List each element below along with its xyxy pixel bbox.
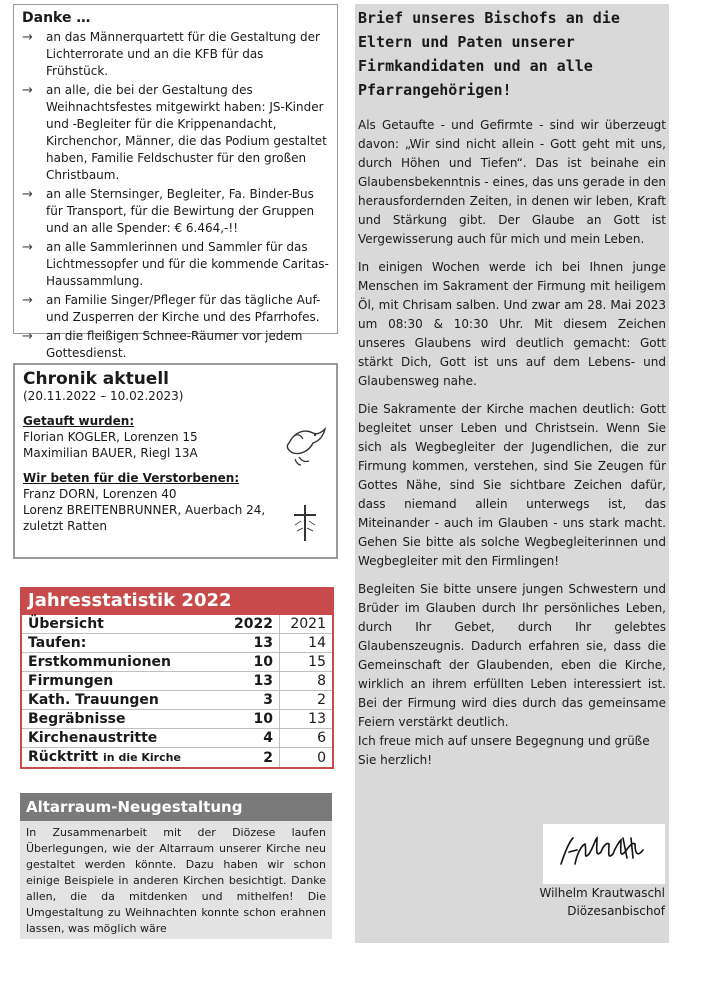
danke-item-text: an alle Sternsinger, Begleiter, Fa. Binder-Bus für Transport, für die Bewirtung der Gruppen und an alle Spender: € 6.464,-!!: [46, 187, 315, 235]
stats-value-2022: 10: [207, 710, 280, 729]
stats-value-2021: 8: [280, 672, 334, 691]
arrow-icon: →: [22, 83, 33, 98]
deceased-entry: Franz DORN, Lorenzen 40: [23, 487, 177, 501]
danke-item-text: an Familie Singer/Pfleger für das tägliche Auf- und Zusperren der Kirche und des Pfarrhofes.: [46, 293, 321, 324]
arrow-icon: →: [22, 293, 33, 308]
danke-item-text: an das Männerquartett für die Gestaltung der Lichterrorate und an die KFB für das Frühstück.: [46, 30, 320, 78]
stats-header-2022: 2022: [207, 615, 280, 634]
stats-value-2021: 14: [280, 634, 334, 653]
stats-value-2021: 15: [280, 653, 334, 672]
arrow-icon: →: [22, 240, 33, 255]
danke-item-text: an alle Sammlerinnen und Sammler für das Lichtmessopfer und für die kommende Caritas-Haussammlung.: [46, 240, 329, 288]
stats-row-label: Begräbnisse: [21, 710, 207, 729]
danke-item-text: an alle, die bei der Gestaltung des Weihnachtsfestes mitgewirkt haben: JS-Kinder und -Begleiter für die Krippenandacht, Kirchenchor, Männer, die das Podium gestaltet haben, Familie Feldschuster für den großen Christbaum.: [46, 83, 327, 182]
brief-paragraph: Begleiten Sie bitte unsere jungen Schwestern und Brüder im Glauben durch Ihr persönliches Leben, durch Ihr Gebet, durch Ihr gelebtes Glaubenszeugnis. Dadurch erfahren sie, dass die Gemeinschaft der Glaubenden, eben die Kirche, wirklich an ihrem erfüllten Leben interessiert ist. Bei der Firmung wird dies durch das gemeinsame Feiern verstärkt deutlich.: [358, 582, 666, 729]
stats-value-2022: 4: [207, 729, 280, 748]
stats-value-2022: 3: [207, 691, 280, 710]
altar-text: In Zusammenarbeit mit der Diözese laufen Überlegungen, wie der Altarraum unserer Kirche neu gestaltet werden könnte. Dazu haben wir schon einige Beispiele in anderen Kirchen besichtigt. Danke allen, die da mitdenken und mithelfen! Die Umgestaltung zu Weihnachten konnte schon erahnen lassen, was möglich wäre: [20, 821, 332, 939]
stats-header-row: [21, 615, 333, 634]
danke-item: [22, 186, 329, 237]
stats-row-label-small: in die Kirche: [103, 751, 181, 764]
altar-title: Altarraum-Neugestaltung: [20, 793, 332, 821]
table-row: [21, 748, 333, 769]
chronik-period: (20.11.2022 – 10.02.2023): [23, 389, 184, 403]
arrow-icon: →: [22, 187, 33, 202]
stats-row-label: Erstkommunionen: [21, 653, 207, 672]
chronik-title: Chronik aktuell: [23, 369, 169, 389]
stats-value-2021: 2: [280, 691, 334, 710]
danke-item: [22, 29, 329, 80]
brief-box: [355, 4, 669, 943]
table-row: [21, 710, 333, 729]
brief-closing: Ich freue mich auf unsere Begegnung und grüße Sie herzlich!: [358, 734, 650, 767]
arrow-icon: →: [22, 329, 33, 344]
danke-item: [22, 328, 329, 362]
signature-icon: [543, 824, 665, 884]
brief-paragraph: Als Getaufte - und Gefirmte - sind wir überzeugt davon: „Wir sind nicht allein - Gott geht mit uns, durch Höhen und Tiefen“. Das ist beinahe ein Glaubensbekenntnis - eines, das uns gerade in den herausfordernden Zeiten, in denen wir leben, Kraft und Stärkung gibt. Der Glaube an Gott ist Vergewisserung auch für mich und mein Leben.: [358, 118, 666, 246]
brief-title: Brief unseres Bischofs an die Eltern und Paten unserer Firmkandidaten und an alle Pfarrangehörigen!: [358, 9, 620, 99]
signature-box: [543, 824, 665, 884]
stats-row-label: Taufen:: [21, 634, 207, 653]
stats-value-2022: 10: [207, 653, 280, 672]
baptized-entry: Maximilian BAUER, Riegl 13A: [23, 446, 198, 460]
danke-item-text: an die fleißigen Schnee-Räumer vor jedem Gottesdienst.: [46, 329, 303, 360]
stats-row-label: Firmungen: [21, 672, 207, 691]
danke-title: Danke …: [22, 10, 91, 26]
stats-box: [20, 587, 334, 769]
signature-caption: [539, 884, 665, 920]
table-row: [21, 634, 333, 653]
danke-list: [22, 29, 329, 362]
stats-value-2021: 0: [280, 748, 334, 769]
brief-paragraph: Die Sakramente der Kirche machen deutlich: Gott begleitet unser Leben und Christsein. Wenn Sie sich als Wegbegleiter der Jugendlichen, die zur Firmung kommen, verstehen, sind Sie Zeugen für Gottes Nähe, sind Sie sichtbare Zeichen dafür, dass niemand allein unterwegs ist, das Miteinander - auch im Glauben - uns stark macht. Gehen Sie bitte als solche Wegbegleiterinnen und Wegbegleiter mit den Firmlingen!: [358, 402, 666, 568]
altar-box: [20, 793, 332, 939]
stats-row-label: [21, 748, 207, 769]
stats-value-2022: 13: [207, 672, 280, 691]
stats-value-2022: 13: [207, 634, 280, 653]
deceased-entry: zuletzt Ratten: [23, 519, 107, 533]
table-row: [21, 653, 333, 672]
stats-header-2021: 2021: [280, 615, 334, 634]
stats-row-label: Kath. Trauungen: [21, 691, 207, 710]
stats-title: Jahresstatistik 2022: [20, 587, 334, 615]
danke-item: [22, 292, 329, 326]
dove-icon: [279, 423, 329, 469]
stats-row-label: Kirchenaustritte: [21, 729, 207, 748]
table-row: [21, 672, 333, 691]
signature-name: Wilhelm Krautwaschl: [539, 886, 665, 900]
danke-item: [22, 239, 329, 290]
stats-value-2022: 2: [207, 748, 280, 769]
baptized-entry: Florian KOGLER, Lorenzen 15: [23, 430, 198, 444]
table-row: [21, 729, 333, 748]
brief-paragraph: In einigen Wochen werde ich bei Ihnen junge Menschen im Sakrament der Firmung mit heiligem Öl, mit Chrisam salben. Und zwar am 28. Mai 2023 um 08:30 & 10:30 Uhr. Mit diesem Zeichen unseres Glaubens wird deutlich gemacht: Gott stärkt Dich, Gott ist uns auf dem Lebens- und Glaubensweg nahe.: [358, 260, 666, 388]
chronik-box: [13, 363, 338, 559]
danke-item: [22, 82, 329, 184]
table-row: [21, 691, 333, 710]
deceased-heading: Wir beten für die Verstorbenen:: [23, 471, 240, 485]
stats-table: [20, 615, 334, 769]
deceased-entry: Lorenz BREITENBRUNNER, Auerbach 24,: [23, 503, 266, 517]
stats-row-label-main: Rücktritt: [28, 749, 99, 765]
baptized-heading: Getauft wurden:: [23, 414, 135, 428]
stats-header-label: Übersicht: [21, 615, 207, 634]
stats-value-2021: 6: [280, 729, 334, 748]
danke-box: [13, 4, 338, 360]
signature-role: Diözesanbischof: [567, 904, 665, 918]
arrow-icon: →: [22, 30, 33, 45]
cross-icon: [291, 503, 319, 543]
stats-value-2021: 13: [280, 710, 334, 729]
